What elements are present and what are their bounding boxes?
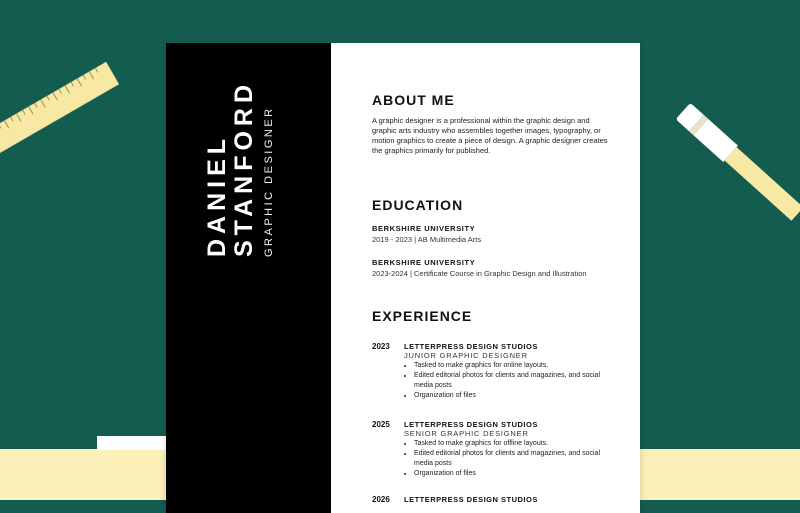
company-name: LETTERPRESS DESIGN STUDIOS xyxy=(404,420,538,429)
education-detail: 2019 - 2023 | AB Multimedia Arts xyxy=(372,235,482,244)
about-title: ABOUT ME xyxy=(372,92,455,108)
job-position: SENIOR GRAPHIC DESIGNER xyxy=(404,429,529,438)
duty-item: • Edited editorial photos for clients and magazines, and social media posts xyxy=(414,371,609,391)
duty-list xyxy=(404,361,609,401)
job-title: GRAPHIC DESIGNER xyxy=(263,106,275,257)
about-text: A graphic designer is a professional within the graphic design and graphic arts industry who assembles together images, typography, or motion graphics to create a piece of design. A graphic designer creates the graphics primarily for published. xyxy=(372,116,608,155)
company-name: LETTERPRESS DESIGN STUDIOS xyxy=(404,495,538,504)
first-name: DANIEL xyxy=(203,133,231,257)
duty-item: • Tasked to make graphics for offline layouts. xyxy=(414,439,609,449)
job-year: 2025 xyxy=(372,420,390,429)
school-name: BERKSHIRE UNIVERSITY xyxy=(372,258,476,267)
marker-icon xyxy=(676,103,800,220)
duty-item: • Organization of files xyxy=(414,391,609,401)
ruler-icon xyxy=(0,62,119,155)
experience-title: EXPERIENCE xyxy=(372,308,473,324)
job-year: 2023 xyxy=(372,342,390,351)
duty-list xyxy=(404,439,609,479)
resume-sidebar xyxy=(166,43,331,513)
job-position: JUNIOR GRAPHIC DESIGNER xyxy=(404,351,528,360)
education-item xyxy=(372,224,612,244)
school-name: BERKSHIRE UNIVERSITY xyxy=(372,224,476,233)
name-block xyxy=(203,79,275,257)
education-title: EDUCATION xyxy=(372,197,464,213)
duty-item: • Organization of files xyxy=(414,469,609,479)
resume-page xyxy=(166,43,640,513)
job-year: 2026 xyxy=(372,495,390,504)
education-item xyxy=(372,258,612,278)
duty-item: • Edited editorial photos for clients and magazines, and social media posts xyxy=(414,449,609,469)
last-name: STANFORD xyxy=(230,79,258,257)
company-name: LETTERPRESS DESIGN STUDIOS xyxy=(404,342,538,351)
education-detail: 2023-2024 | Certificate Course in Graphic Design and Illustration xyxy=(372,269,587,278)
duty-item: • Tasked to make graphics for online layouts. xyxy=(414,361,609,371)
paper-sheet-edge xyxy=(97,436,167,450)
